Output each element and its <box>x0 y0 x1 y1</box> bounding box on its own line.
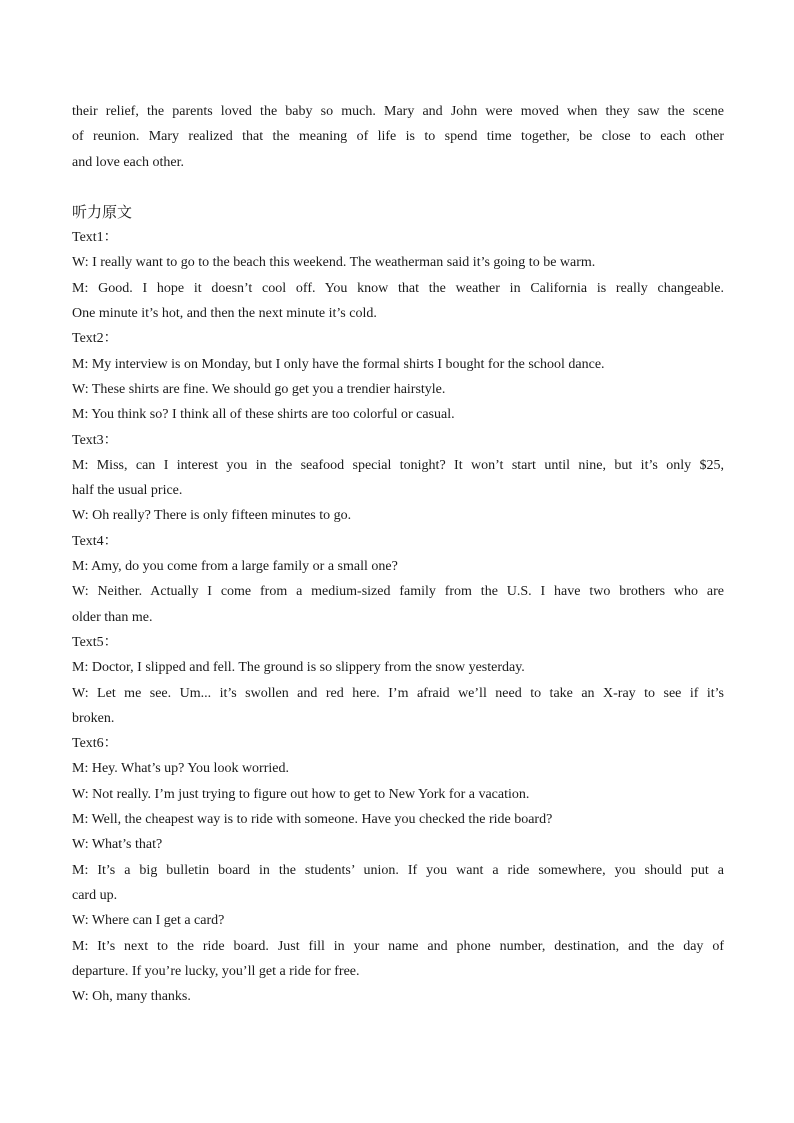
dialogue-line: M: Amy, do you come from a large family or a small one? <box>72 559 398 575</box>
intro-line: and love each other. <box>72 154 184 170</box>
dialogue-line: M: Hey. What’s up? You look worried. <box>72 761 289 777</box>
dialogue-line: W: Where can I get a card? <box>72 913 225 929</box>
dialogue-line: M: Well, the cheapest way is to ride with someone. Have you checked the ride board? <box>72 812 553 828</box>
transcript-text-6 <box>72 731 724 1009</box>
text-label: Text5： <box>72 634 118 650</box>
dialogue-line: W: What’s that? <box>72 837 163 853</box>
transcript-text-2 <box>72 326 724 427</box>
text-label: Text6： <box>72 736 118 752</box>
dialogue-line: W: Let me see. Um... it’s swollen and red here. I’m afraid we’ll need to take an X-ray to see if it’s <box>72 685 724 701</box>
dialogue-line: M: It’s next to the ride board. Just fill in your name and phone number, destination, and the day of <box>72 938 724 954</box>
dialogue-line: half the usual price. <box>72 483 183 499</box>
text-label: Text4： <box>72 533 118 549</box>
dialogue-line: W: I really want to go to the beach this weekend. The weatherman said it’s going to be warm. <box>72 255 596 271</box>
intro-paragraph <box>72 99 724 175</box>
dialogue-line: W: Not really. I’m just trying to figure out how to get to New York for a vacation. <box>72 786 530 802</box>
paragraph-gap <box>72 175 724 200</box>
dialogue-line: broken. <box>72 710 115 726</box>
dialogue-line: M: Good. I hope it doesn’t cool off. You know that the weather in California is really changeable. <box>72 280 724 296</box>
transcript-text-4 <box>72 529 724 630</box>
dialogue-line: One minute it’s hot, and then the next minute it’s cold. <box>72 306 377 322</box>
text-label: Text1： <box>72 230 118 246</box>
dialogue-line: M: It’s a big bulletin board in the students’ union. If you want a ride somewhere, you should put a <box>72 862 724 878</box>
dialogue-line: W: Oh, many thanks. <box>72 989 191 1005</box>
text-label: Text3： <box>72 432 118 448</box>
dialogue-line: M: You think so? I think all of these shirts are too colorful or casual. <box>72 407 455 423</box>
transcript-text-1 <box>72 225 724 326</box>
intro-line: of reunion. Mary realized that the meaning of life is to spend time together, be close to each other <box>72 129 724 145</box>
section-heading: 听力原文 <box>72 202 133 221</box>
dialogue-line: older than me. <box>72 609 153 625</box>
dialogue-line: M: Doctor, I slipped and fell. The ground is so slippery from the snow yesterday. <box>72 660 525 676</box>
transcript-text-3 <box>72 428 724 529</box>
dialogue-line: M: My interview is on Monday, but I only have the formal shirts I bought for the school dance. <box>72 356 605 372</box>
dialogue-line: departure. If you’re lucky, you’ll get a ride for free. <box>72 963 360 979</box>
text-label: Text2： <box>72 331 118 347</box>
dialogue-line: M: Miss, can I interest you in the seafood special tonight? It won’t start until nine, but it’s only $25, <box>72 457 724 473</box>
dialogue-line: W: Oh really? There is only fifteen minutes to go. <box>72 508 352 524</box>
transcript-text-5 <box>72 630 724 731</box>
dialogue-line: W: These shirts are fine. We should go get you a trendier hairstyle. <box>72 381 446 397</box>
dialogue-line: card up. <box>72 887 118 903</box>
intro-line: their relief, the parents loved the baby so much. Mary and John were moved when they saw the scene <box>72 104 724 119</box>
dialogue-line: W: Neither. Actually I come from a medium-sized family from the U.S. I have two brothers who are <box>72 584 724 600</box>
document-body <box>72 99 724 1009</box>
